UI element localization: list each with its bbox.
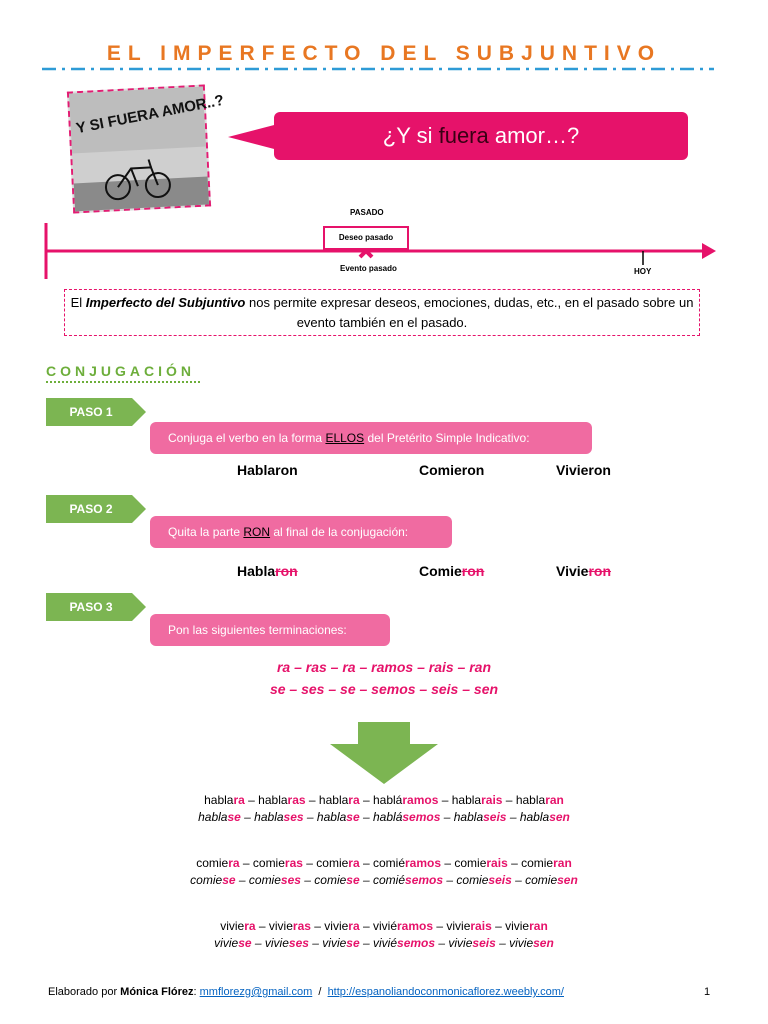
paso-2-label: PASO 2 xyxy=(69,502,113,516)
form-stem: comié xyxy=(373,873,406,887)
form-ending: rais xyxy=(470,919,492,933)
form-separator: – xyxy=(440,810,454,824)
form-stem: comie xyxy=(196,856,229,870)
endings-ra: ra – ras – ra – ramos – rais – ran xyxy=(276,659,492,675)
bubble-tail xyxy=(228,122,278,152)
form-separator: – xyxy=(240,810,255,824)
form-stem: vivié xyxy=(373,936,398,950)
form-separator: – xyxy=(303,810,317,824)
form-separator: – xyxy=(359,856,373,870)
form-ending: rais xyxy=(486,856,508,870)
form-stem: comie xyxy=(252,856,285,870)
forms-vivir-ra xyxy=(0,918,768,935)
form-separator: – xyxy=(502,793,516,807)
verb-vivieron: Vivieron xyxy=(556,462,611,478)
form-stem: comie xyxy=(525,873,558,887)
verb-comieron: Comieron xyxy=(419,462,485,478)
form-ending: ses xyxy=(288,936,309,950)
form-stem: vivie xyxy=(448,936,473,950)
forms-comer-ra xyxy=(0,855,768,872)
paso-1-instr-ellos: ELLOS xyxy=(325,431,365,445)
form-ending: seis xyxy=(488,873,512,887)
form-ending: sen xyxy=(557,873,578,887)
form-separator: – xyxy=(443,873,457,887)
stem-comie xyxy=(419,563,484,579)
form-ending: ran xyxy=(545,793,564,807)
form-stem: comie xyxy=(316,856,349,870)
page-number: 1 xyxy=(704,986,711,998)
street-photo xyxy=(67,84,226,213)
form-stem: habla xyxy=(451,793,482,807)
form-separator: – xyxy=(251,936,265,950)
form-ending: ramos xyxy=(397,919,434,933)
paso-2-instruction xyxy=(150,516,452,548)
graffiti-text: Y SI FUERA AMOR..? xyxy=(74,91,226,138)
timeline-evento-label: Evento pasado xyxy=(340,264,397,273)
form-stem: vivie xyxy=(509,936,534,950)
footer-sep: / xyxy=(312,986,328,998)
paso-3-label: PASO 3 xyxy=(69,600,113,614)
form-stem: habla xyxy=(519,810,550,824)
forms-comer-se xyxy=(0,872,768,889)
removed-ron: ron xyxy=(275,563,298,579)
form-ending: seis xyxy=(472,936,496,950)
form-separator: – xyxy=(359,873,373,887)
paso-1-instr-post: del Pretérito Simple Indicativo: xyxy=(364,431,530,445)
paso-1-label: PASO 1 xyxy=(69,405,113,419)
down-arrow-icon xyxy=(330,722,438,784)
paso-2-arrow xyxy=(46,495,146,523)
form-ending: ra xyxy=(348,856,360,870)
title-divider xyxy=(42,66,714,72)
removed-ron: ron xyxy=(461,563,485,579)
form-stem: vivie xyxy=(505,919,530,933)
form-separator: – xyxy=(507,856,522,870)
form-separator: – xyxy=(359,810,373,824)
paso-3-instruction: Pon las siguientes terminaciones: xyxy=(150,614,390,646)
form-ending: rais xyxy=(481,793,503,807)
verb-hablaron: Hablaron xyxy=(237,462,298,478)
form-stem: vivie xyxy=(324,919,349,933)
form-separator: – xyxy=(235,873,249,887)
form-separator: – xyxy=(433,919,447,933)
form-separator: – xyxy=(239,856,253,870)
form-stem: habla xyxy=(453,810,484,824)
form-ending: se xyxy=(346,810,360,824)
footer xyxy=(48,986,564,998)
stem-vivie xyxy=(556,563,611,579)
form-ending: ramos xyxy=(405,856,442,870)
form-ending: sen xyxy=(533,936,554,950)
form-stem: vivie xyxy=(220,919,245,933)
form-separator: – xyxy=(302,856,317,870)
footer-author: Mónica Flórez xyxy=(120,986,194,998)
form-separator: – xyxy=(310,919,325,933)
form-ending: ra xyxy=(228,856,240,870)
form-ending: se xyxy=(346,873,360,887)
stem-vivie-text: Vivie xyxy=(556,563,589,579)
definition-pre: El xyxy=(70,295,86,310)
form-separator: – xyxy=(244,793,259,807)
form-ending: ra xyxy=(244,919,256,933)
form-ending: semos xyxy=(397,936,436,950)
form-stem: vivie xyxy=(446,919,471,933)
form-stem: habla xyxy=(204,793,234,807)
form-separator: – xyxy=(255,919,269,933)
form-ending: se xyxy=(346,936,360,950)
section-underline xyxy=(46,381,200,383)
timeline-pasado-label: PASADO xyxy=(350,208,384,217)
forms-vivir-se xyxy=(0,935,768,952)
footer-url-link[interactable]: http://espanoliandoconmonicaflorez.weebly.com/ xyxy=(327,986,564,998)
bubble-highlight: fuera xyxy=(438,123,489,148)
form-separator: – xyxy=(359,793,373,807)
form-separator: – xyxy=(506,810,520,824)
form-separator: – xyxy=(300,873,315,887)
paso-2-instr-post: al final de la conjugación: xyxy=(270,525,409,539)
form-separator: – xyxy=(359,919,373,933)
form-stem: habla xyxy=(258,793,288,807)
form-ending: ses xyxy=(280,873,301,887)
form-stem: hablá xyxy=(373,810,403,824)
form-ending: ra xyxy=(348,793,360,807)
form-ending: ras xyxy=(292,919,311,933)
paso-1-instruction xyxy=(150,422,592,454)
speech-bubble xyxy=(274,112,688,160)
form-ending: ran xyxy=(529,919,548,933)
form-ending: ses xyxy=(283,810,304,824)
form-separator: – xyxy=(308,936,323,950)
form-stem: comié xyxy=(372,856,405,870)
form-ending: ramos xyxy=(402,793,439,807)
bubble-suffix: amor…? xyxy=(488,123,580,148)
forms-hablar-ra xyxy=(0,792,768,809)
form-stem: comie xyxy=(314,873,347,887)
definition-post: nos permite expresar deseos, emociones, dudas, etc., en el pasado sobre un evento también en el pasado. xyxy=(245,295,694,330)
form-stem: comie xyxy=(190,873,223,887)
form-ending: ras xyxy=(287,793,306,807)
form-ending: semos xyxy=(402,810,441,824)
form-stem: vivie xyxy=(264,936,289,950)
footer-pre: Elaborado por xyxy=(48,986,121,998)
form-stem: vivie xyxy=(268,919,293,933)
page-title: EL IMPERFECTO DEL SUBJUNTIVO xyxy=(106,42,662,65)
form-separator: – xyxy=(438,793,452,807)
form-stem: vivie xyxy=(322,936,347,950)
paso-2-instr-ron: RON xyxy=(243,525,271,539)
form-ending: se xyxy=(222,873,236,887)
footer-colon: : xyxy=(193,986,200,998)
form-separator: – xyxy=(495,936,510,950)
form-separator: – xyxy=(441,856,455,870)
form-stem: comie xyxy=(456,873,489,887)
form-stem: comie xyxy=(521,856,554,870)
form-stem: vivie xyxy=(214,936,239,950)
form-ending: ra xyxy=(348,919,360,933)
form-separator: – xyxy=(491,919,506,933)
paso-1-instr-pre: Conjuga el verbo en la forma xyxy=(168,431,326,445)
form-stem: habla xyxy=(198,810,228,824)
form-ending: semos xyxy=(405,873,444,887)
form-ending: ra xyxy=(233,793,245,807)
form-stem: comie xyxy=(454,856,487,870)
forms-hablar-se xyxy=(0,809,768,826)
form-stem: comie xyxy=(248,873,281,887)
footer-email-link[interactable]: mmflorezg@gmail.com xyxy=(199,986,313,998)
form-separator: – xyxy=(359,936,373,950)
form-ending: ran xyxy=(553,856,572,870)
definition-term: Imperfecto del Subjuntivo xyxy=(85,295,246,310)
form-stem: habla xyxy=(318,793,349,807)
bubble-prefix: ¿Y si xyxy=(382,123,439,148)
form-stem: habla xyxy=(316,810,347,824)
deseo-pasado-box: Deseo pasado xyxy=(323,226,409,250)
stem-habla xyxy=(237,563,298,579)
form-separator: – xyxy=(305,793,319,807)
form-separator: – xyxy=(511,873,526,887)
paso-1-arrow xyxy=(46,398,146,426)
form-stem: habla xyxy=(515,793,546,807)
form-ending: sen xyxy=(549,810,570,824)
form-ending: ras xyxy=(284,856,303,870)
section-heading: CONJUGACIÓN xyxy=(46,363,196,379)
endings-se: se – ses – se – semos – seis – sen xyxy=(269,681,499,697)
form-stem: habla xyxy=(254,810,284,824)
form-ending: se xyxy=(227,810,241,824)
stem-habla-text: Habla xyxy=(237,563,276,579)
paso-3-arrow xyxy=(46,593,146,621)
stem-comie-text: Comie xyxy=(419,563,462,579)
paso-2-instr-pre: Quita la parte xyxy=(168,525,244,539)
form-ending: se xyxy=(238,936,252,950)
form-stem: hablá xyxy=(372,793,403,807)
removed-ron: ron xyxy=(588,563,611,579)
form-separator: – xyxy=(435,936,449,950)
form-stem: vivié xyxy=(372,919,397,933)
definition-box xyxy=(64,289,700,336)
form-ending: seis xyxy=(483,810,507,824)
timeline-hoy-label: HOY xyxy=(634,267,652,276)
